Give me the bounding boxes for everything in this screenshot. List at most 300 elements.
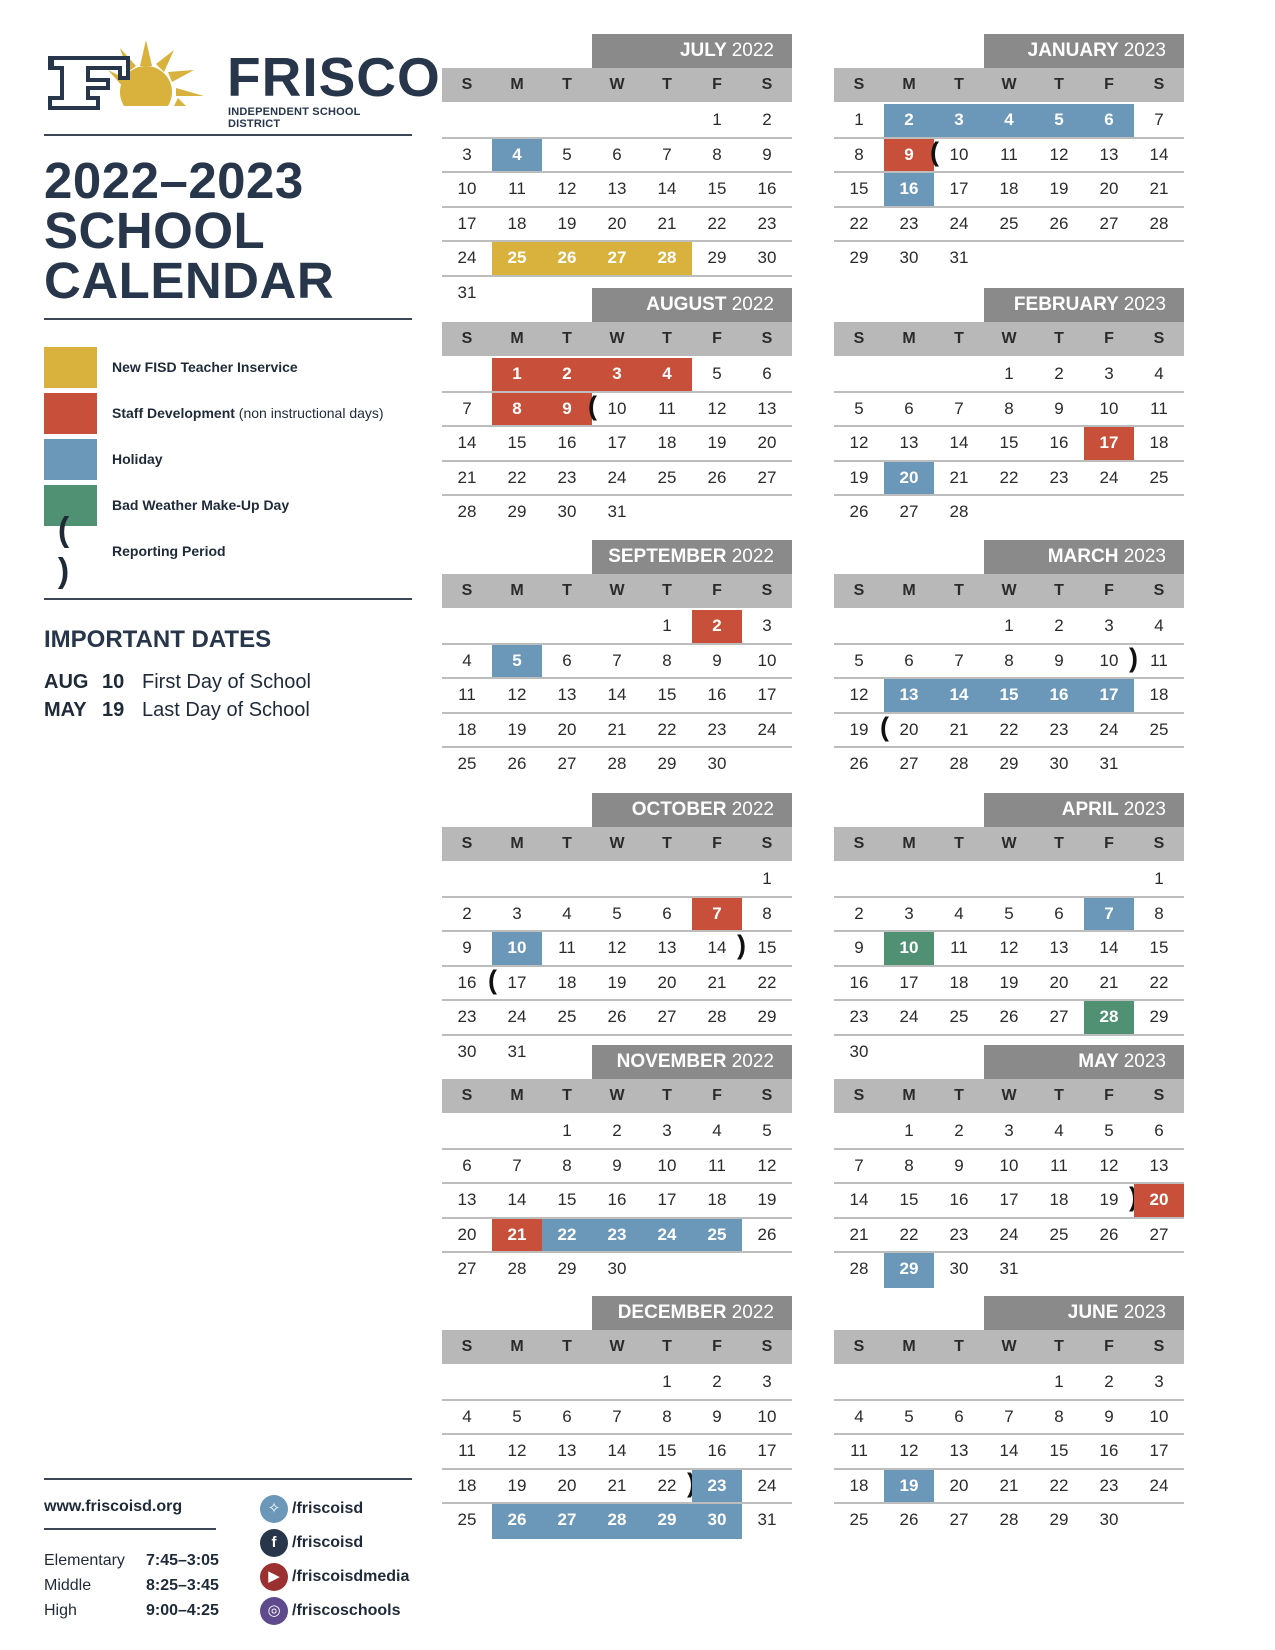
- calendar-day: 7: [612, 650, 622, 670]
- empty-day: [542, 1036, 592, 1071]
- weekday-label: S: [761, 835, 773, 852]
- empty-day: [542, 610, 592, 643]
- calendar-day: 11: [658, 398, 676, 418]
- calendar-day: 23: [899, 213, 919, 233]
- calendar-day: 23: [592, 1219, 642, 1252]
- weekday-header: [834, 322, 1184, 356]
- weekday-label: T: [954, 1338, 964, 1355]
- calendar-day: 7: [954, 398, 964, 418]
- weekday-label: W: [609, 835, 625, 852]
- calendar-day: 21: [707, 972, 727, 992]
- week-row: [442, 139, 792, 174]
- calendar-day: 11: [708, 1155, 726, 1175]
- calendar-day: 10: [999, 1155, 1019, 1175]
- calendar-day: 24: [949, 213, 969, 233]
- legend-label: Staff Development (non instructional days): [112, 405, 384, 421]
- calendar-day: 19 ): [1084, 1184, 1134, 1217]
- weekday-label: T: [1054, 582, 1064, 599]
- calendar-day: 23: [849, 1007, 869, 1026]
- calendar-day: 27: [899, 502, 919, 521]
- empty-day: [984, 1366, 1034, 1399]
- page-title: [44, 152, 412, 309]
- calendar-day: 6: [762, 364, 772, 383]
- calendar-day: 9: [762, 144, 772, 164]
- divider: [44, 1478, 412, 1480]
- calendar-day: 30: [707, 754, 727, 773]
- calendar-day: 14: [607, 1441, 627, 1460]
- weekday-header: [442, 827, 792, 861]
- calendar-day: 6: [662, 903, 672, 923]
- website-link[interactable]: www.friscoisd.org: [44, 1498, 183, 1515]
- calendar-day: 23: [1049, 719, 1069, 739]
- weekday-label: W: [609, 1338, 625, 1355]
- week-row: [442, 967, 792, 1002]
- week-row: [834, 427, 1184, 462]
- calendar-day: 19: [849, 719, 869, 739]
- month-name: AUGUST: [646, 294, 732, 315]
- calendar-day: 26: [999, 1007, 1019, 1026]
- weekday-label: M: [902, 1087, 916, 1104]
- week-row: [834, 1219, 1184, 1254]
- month-name: JUNE: [1067, 1302, 1124, 1323]
- calendar-day: 9: [854, 938, 864, 957]
- calendar-day: 18: [457, 1475, 477, 1495]
- calendar-day: 6: [1154, 1121, 1164, 1140]
- calendar-day: 16: [757, 179, 777, 198]
- calendar-day: 4: [712, 1121, 722, 1140]
- empty-day: [1084, 1253, 1134, 1288]
- calendar-day: 6: [612, 144, 622, 164]
- week-row: [442, 1115, 792, 1150]
- month-title: [592, 1296, 792, 1330]
- calendar-day: 12: [849, 685, 869, 704]
- calendar-day: 7: [612, 1406, 622, 1426]
- calendar-day: 23: [457, 1007, 477, 1026]
- legend-swatch-holiday: [44, 439, 97, 480]
- week-row: [834, 1401, 1184, 1436]
- week-row: [442, 1470, 792, 1505]
- week-row: [834, 1115, 1184, 1150]
- week-row: [834, 967, 1184, 1002]
- weekday-label: T: [562, 1338, 572, 1355]
- calendar-day: 5: [1104, 1121, 1114, 1140]
- calendar-day: 8: [762, 903, 772, 923]
- calendar-day: 31: [949, 248, 969, 267]
- calendar-day: 14: [934, 679, 984, 712]
- weekday-label: W: [609, 330, 625, 347]
- calendar-day: 17: [1149, 1441, 1169, 1460]
- calendar-day: 15: [899, 1190, 919, 1209]
- week-row: [834, 610, 1184, 645]
- weekday-label: F: [1104, 1338, 1114, 1355]
- calendar-day: 16: [1034, 679, 1084, 712]
- calendar-day: 8: [492, 393, 542, 426]
- twitter-icon: ✧: [260, 1495, 288, 1523]
- weekday-label: S: [461, 76, 473, 93]
- week-row: [442, 462, 792, 497]
- weekday-label: T: [662, 76, 672, 93]
- calendar-day: 30: [607, 1259, 627, 1278]
- calendar-day: 9: [954, 1155, 964, 1175]
- calendar-day: 9: [612, 1155, 622, 1175]
- calendar-day: 11: [1150, 650, 1168, 670]
- weekday-label: T: [1054, 1338, 1064, 1355]
- calendar-day: 2: [692, 610, 742, 643]
- title-year: 2022–2023: [44, 152, 304, 209]
- calendar-day: 27: [592, 242, 642, 275]
- calendar-day: 17: [457, 213, 477, 233]
- empty-day: [542, 863, 592, 896]
- weekday-label: T: [562, 1087, 572, 1104]
- calendar-day: 29: [707, 248, 727, 267]
- weekday-label: S: [853, 76, 865, 93]
- empty-day: [884, 863, 934, 896]
- calendar-day: 22: [999, 719, 1019, 739]
- week-row: [442, 496, 792, 531]
- week-row: [834, 932, 1184, 967]
- empty-day: [642, 863, 692, 896]
- calendar-day: 30: [1049, 754, 1069, 773]
- calendar-day: 28: [507, 1259, 527, 1278]
- calendar-day: 14 ): [692, 932, 742, 965]
- calendar-day: 3: [1004, 1121, 1014, 1140]
- calendar-day: 24: [1099, 467, 1119, 487]
- empty-day: [1084, 863, 1134, 896]
- empty-day: [442, 863, 492, 896]
- weekday-header: [442, 574, 792, 608]
- calendar-day: 30: [849, 1041, 869, 1061]
- weekday-label: S: [461, 1338, 473, 1355]
- month-year: 2022: [731, 40, 774, 61]
- hours-level: Middle: [44, 1577, 92, 1594]
- calendar-day: 25: [692, 1219, 742, 1252]
- calendar-day: 17: [899, 972, 919, 992]
- calendar-day: 2: [462, 903, 472, 923]
- calendar-day: 7: [512, 1155, 522, 1175]
- empty-day: [542, 1366, 592, 1399]
- month-year: 2023: [1123, 1302, 1166, 1323]
- calendar-day: 13: [884, 679, 934, 712]
- important-dates-title: IMPORTANT DATES: [44, 626, 272, 653]
- empty-day: [1084, 496, 1134, 531]
- month-name: NOVEMBER: [616, 1051, 732, 1072]
- week-row: [442, 393, 792, 428]
- calendar-day: 21: [607, 1475, 627, 1495]
- calendar-day: 2: [542, 358, 592, 391]
- calendar-day: 11: [458, 685, 476, 704]
- calendar-day: 25: [1149, 467, 1169, 487]
- footer: [44, 1478, 412, 1623]
- calendar-day: 11: [558, 938, 576, 957]
- calendar-day: 16: [557, 433, 577, 452]
- calendar-day: 4: [854, 1406, 864, 1426]
- calendar-day: 1: [1004, 364, 1014, 383]
- weekday-label: T: [562, 76, 572, 93]
- calendar-day: 19: [999, 972, 1019, 992]
- weekday-label: F: [1104, 1087, 1114, 1104]
- calendar-day: 23: [557, 467, 577, 487]
- calendar-day: 25: [949, 1007, 969, 1026]
- calendar-day: 9: [1054, 650, 1064, 670]
- calendar-day: 17: [1084, 427, 1134, 460]
- calendar-day: 21: [999, 1475, 1019, 1495]
- week-row: [834, 679, 1184, 714]
- month-days: [442, 1366, 792, 1539]
- empty-day: [834, 610, 884, 643]
- calendar-day: 26: [899, 1510, 919, 1529]
- important-date-month: AUG: [44, 671, 89, 693]
- calendar-day: 14: [457, 433, 477, 452]
- month-days: [834, 1366, 1184, 1539]
- calendar-day: 20: [1049, 972, 1069, 992]
- week-row: [834, 462, 1184, 497]
- calendar-day: 9: [1104, 1406, 1114, 1426]
- calendar-day: 16: [884, 173, 934, 206]
- month-days: [834, 104, 1184, 277]
- month-title: [592, 1045, 792, 1079]
- empty-day: [442, 1115, 492, 1148]
- calendar-day: 24: [507, 1007, 527, 1026]
- important-date-row: [44, 696, 412, 724]
- calendar-day: 22: [999, 467, 1019, 487]
- calendar-day: 29: [507, 502, 527, 521]
- empty-day: [492, 277, 542, 312]
- calendar-day: 1: [904, 1121, 914, 1140]
- important-date-day: 19: [102, 699, 125, 721]
- calendar-day: 4: [492, 139, 542, 172]
- divider: [44, 318, 412, 320]
- calendar-day: 24: [999, 1224, 1019, 1244]
- weekday-label: M: [510, 76, 524, 93]
- calendar-day: 3: [762, 1372, 772, 1391]
- calendar-day: 10: [457, 179, 477, 198]
- calendar-day: 1: [1004, 616, 1014, 635]
- calendar-day: 6: [462, 1155, 472, 1175]
- social-link[interactable]: [260, 1594, 409, 1628]
- legend-label: New FISD Teacher Inservice: [112, 359, 298, 375]
- calendar-day: 17: [757, 1441, 777, 1460]
- divider: [44, 1528, 216, 1530]
- social-links: [260, 1492, 409, 1628]
- calendar-day: 4: [642, 358, 692, 391]
- calendar-day: 27: [757, 467, 777, 487]
- weekday-label: M: [510, 330, 524, 347]
- calendar-day: 8: [662, 650, 672, 670]
- calendar-day: 24: [457, 248, 477, 267]
- week-row: [442, 1401, 792, 1436]
- calendar-day: 10: [757, 1406, 777, 1426]
- calendar-day: 8: [1054, 1406, 1064, 1426]
- social-link[interactable]: [260, 1492, 409, 1526]
- weekday-label: F: [1104, 330, 1114, 347]
- important-date-month: MAY: [44, 699, 87, 721]
- calendar-day: 26: [507, 754, 527, 773]
- calendar-day: 23: [757, 213, 777, 233]
- weekday-label: T: [954, 582, 964, 599]
- weekday-label: W: [1001, 76, 1017, 93]
- month-days: [834, 863, 1184, 1070]
- calendar-day: 11: [850, 1441, 868, 1460]
- calendar-day: 11: [1000, 144, 1018, 164]
- empty-day: [1134, 748, 1184, 783]
- weekday-label: S: [1153, 582, 1165, 599]
- hours-level: Elementary: [44, 1552, 125, 1569]
- weekday-label: F: [712, 76, 722, 93]
- calendar-day: 4: [954, 903, 964, 923]
- calendar-day: 8: [662, 1406, 672, 1426]
- calendar-day: 27: [542, 1504, 592, 1539]
- calendar-day: 28: [849, 1259, 869, 1278]
- week-row: [834, 1150, 1184, 1185]
- empty-day: [542, 104, 592, 137]
- social-handle: /friscoisdmedia: [292, 1568, 410, 1585]
- calendar-day: 19: [707, 433, 727, 452]
- calendar-day: 17: [757, 685, 777, 704]
- calendar-day: 17: [607, 433, 627, 452]
- calendar-day: 20: [457, 1224, 477, 1244]
- legend-item-holiday: [44, 436, 412, 482]
- calendar-day: 2: [1054, 364, 1064, 383]
- calendar-day: 15: [757, 938, 777, 957]
- calendar-day: 22: [1049, 1475, 1069, 1495]
- calendar-day: 9: [462, 938, 472, 957]
- calendar-day: 4: [984, 104, 1034, 137]
- calendar-day: 31: [1099, 754, 1119, 773]
- calendar-day: 29: [884, 1253, 934, 1288]
- week-row: [834, 242, 1184, 277]
- calendar-day: 7: [954, 650, 964, 670]
- month-year: 2023: [1123, 799, 1166, 820]
- calendar-day: 2: [1054, 616, 1064, 635]
- week-row: [834, 645, 1184, 680]
- calendar-day: 13: [607, 179, 627, 198]
- calendar-day: 7: [692, 898, 742, 931]
- month-title: [984, 540, 1184, 574]
- month-days: [834, 358, 1184, 531]
- weekday-label: T: [1054, 76, 1064, 93]
- district-subtitle: INDEPENDENT SCHOOL DISTRICT: [228, 106, 361, 130]
- weekday-header: [834, 68, 1184, 102]
- calendar-day: 6: [904, 398, 914, 418]
- empty-day: [492, 863, 542, 896]
- month-title: [984, 793, 1184, 827]
- calendar-day: 3: [462, 144, 472, 164]
- week-row: [442, 1219, 792, 1254]
- calendar-day: 26: [849, 754, 869, 773]
- calendar-day: 10: [884, 932, 934, 965]
- empty-day: [492, 1366, 542, 1399]
- calendar-day: 12: [557, 179, 577, 198]
- calendar-day: 22: [849, 213, 869, 233]
- calendar-day: 20: [607, 213, 627, 233]
- social-link[interactable]: [260, 1560, 409, 1594]
- weekday-label: F: [712, 582, 722, 599]
- calendar-day: 25: [457, 1510, 477, 1529]
- divider: [44, 598, 412, 600]
- weekday-label: S: [461, 582, 473, 599]
- calendar-day: 2: [954, 1121, 964, 1140]
- weekday-label: T: [562, 330, 572, 347]
- week-row: [834, 208, 1184, 243]
- calendar-day: 20: [884, 462, 934, 495]
- empty-day: [1134, 496, 1184, 531]
- calendar-day: 20: [757, 433, 777, 452]
- calendar-day: 25: [492, 242, 542, 275]
- calendar-day: 2: [712, 1372, 722, 1391]
- calendar-day: 5: [854, 398, 864, 418]
- calendar-day: 3: [762, 616, 772, 635]
- calendar-day: 28: [707, 1007, 727, 1026]
- week-row: [442, 1435, 792, 1470]
- empty-day: [834, 358, 884, 391]
- empty-day: [984, 242, 1034, 277]
- calendar-day: 4: [1154, 616, 1164, 635]
- calendar-day: 29: [1149, 1007, 1169, 1026]
- calendar-day: 25: [657, 467, 677, 487]
- weekday-label: M: [510, 835, 524, 852]
- weekday-label: S: [461, 835, 473, 852]
- calendar-day: 28: [457, 502, 477, 521]
- calendar-day: 18: [707, 1190, 727, 1209]
- empty-day: [692, 863, 742, 896]
- calendar-day: 28: [949, 754, 969, 773]
- calendar-day: 3: [1104, 616, 1114, 635]
- calendar-day: 24: [607, 467, 627, 487]
- weekday-label: S: [1153, 330, 1165, 347]
- weekday-header: [442, 1079, 792, 1113]
- weekday-label: S: [761, 582, 773, 599]
- calendar-day: 12: [999, 938, 1019, 957]
- calendar-day: 9: [542, 393, 592, 426]
- calendar-day: 18: [557, 972, 577, 992]
- weekday-label: W: [609, 582, 625, 599]
- social-link[interactable]: [260, 1526, 409, 1560]
- calendar-day: 16: [1099, 1441, 1119, 1460]
- weekday-label: M: [510, 1087, 524, 1104]
- month-name: APRIL: [1061, 799, 1124, 820]
- legend-item-staff: [44, 390, 412, 436]
- legend-item-weather: [44, 482, 412, 528]
- week-row: [442, 1253, 792, 1288]
- calendar-day: 8: [854, 144, 864, 164]
- calendar-day: 15: [507, 433, 527, 452]
- youtube-icon: ▶: [260, 1563, 288, 1591]
- calendar-day: 5: [562, 144, 572, 164]
- calendar-day: 12: [607, 938, 627, 957]
- calendar-day: 19: [884, 1470, 934, 1503]
- calendar-day: 14: [999, 1441, 1019, 1460]
- weekday-label: S: [461, 1087, 473, 1104]
- empty-day: [742, 748, 792, 783]
- calendar-day: 16: [707, 1441, 727, 1460]
- calendar-day: 3: [934, 104, 984, 137]
- calendar-day: 18: [1149, 433, 1169, 452]
- calendar-day: 26: [849, 502, 869, 521]
- calendar-day: 14: [949, 433, 969, 452]
- calendar-day: 1: [662, 616, 672, 635]
- calendar-day: 12: [507, 685, 527, 704]
- legend-item-reporting: [44, 511, 412, 590]
- calendar-day: 19: [849, 467, 869, 487]
- empty-day: [742, 1253, 792, 1288]
- weekday-label: W: [609, 1087, 625, 1104]
- calendar-day: 16: [707, 685, 727, 704]
- weekday-label: S: [761, 330, 773, 347]
- calendar-day: 20: [949, 1475, 969, 1495]
- calendar-day: 18: [849, 1475, 869, 1495]
- calendar-day: 22: [707, 213, 727, 233]
- weekday-label: T: [1054, 835, 1064, 852]
